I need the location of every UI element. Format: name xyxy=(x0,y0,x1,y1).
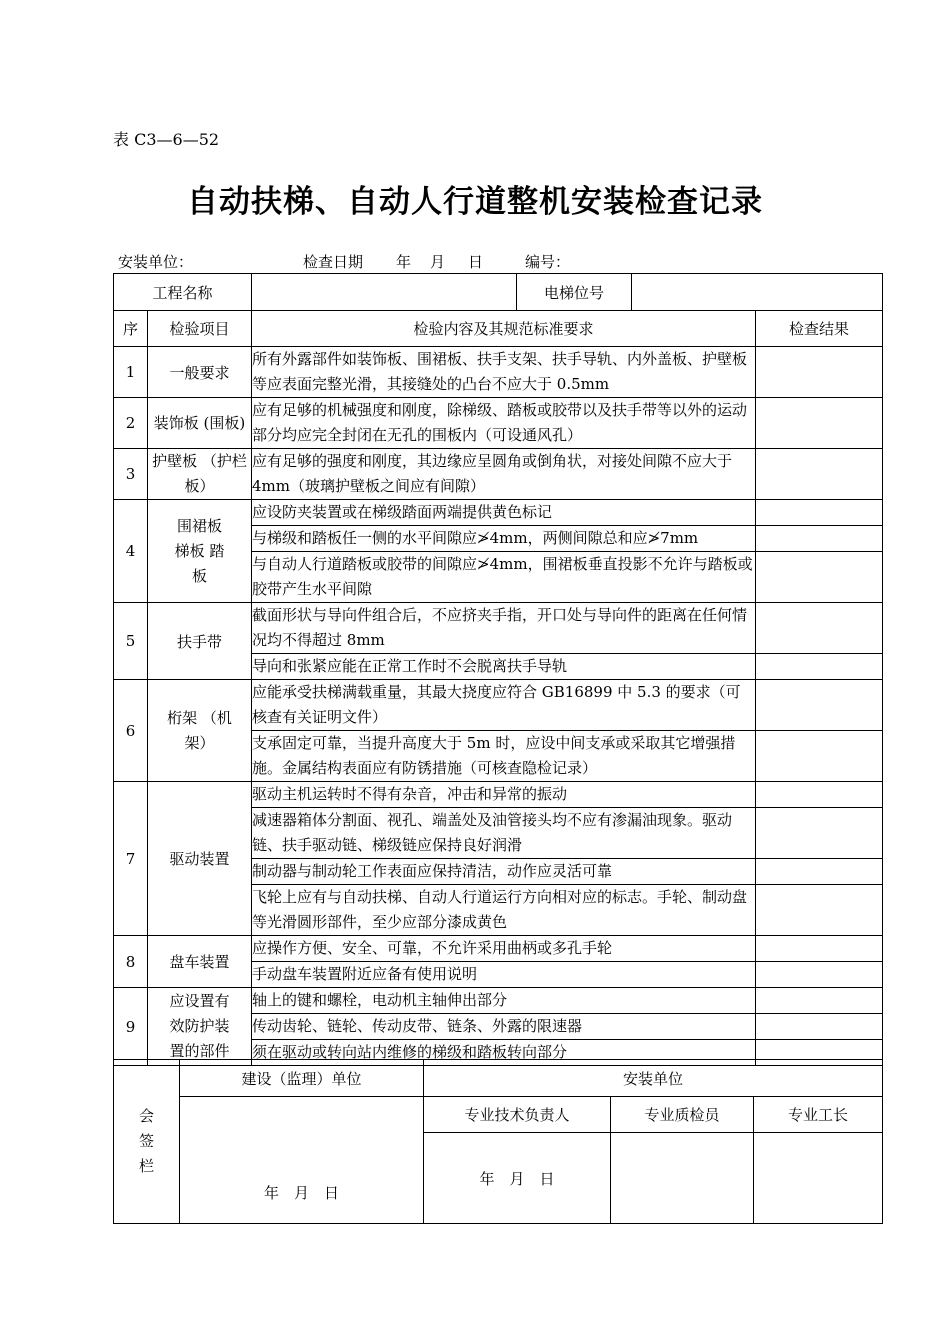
row-item: 装饰板 (围板) xyxy=(148,398,252,449)
row-seq: 8 xyxy=(114,936,148,988)
result-cell[interactable] xyxy=(756,526,883,552)
row-content: 应有足够的强度和刚度，其边缘应呈圆角或倒角状，对接处间隙不应大于 4mm（玻璃护壁板之间应有间隙） xyxy=(252,449,756,500)
result-cell[interactable] xyxy=(756,988,883,1014)
document-title: 自动扶梯、自动人行道整机安装检查记录 xyxy=(187,184,763,220)
elevator-no-label: 电梯位号 xyxy=(517,274,632,311)
row-seq: 9 xyxy=(114,988,148,1066)
table-row xyxy=(114,680,883,731)
row-content: 导向和张紧应能在正常工作时不会脱离扶手导轨 xyxy=(252,654,756,680)
table-row xyxy=(114,449,883,500)
result-cell[interactable] xyxy=(756,552,883,603)
table-row xyxy=(114,988,883,1014)
date-year-label: 年 xyxy=(396,253,412,271)
table-row xyxy=(114,398,883,449)
row-content: 支承固定可靠，当提升高度大于 5m 时，应设中间支承或采取其它增强措施。金属结构表面应有防锈措施（可核查隐检记录） xyxy=(252,731,756,782)
row-seq: 6 xyxy=(114,680,148,782)
date-day-label: 日 xyxy=(468,253,484,271)
row-content: 驱动主机运转时不得有杂音，冲击和异常的振动 xyxy=(252,782,756,808)
row-seq: 3 xyxy=(114,449,148,500)
signature-label: 会 签 栏 xyxy=(114,1060,180,1224)
row-item: 应设置有 效防护装 置的部件 xyxy=(148,988,252,1066)
result-cell[interactable] xyxy=(756,449,883,500)
row-item: 桁架 （机架） xyxy=(148,680,252,782)
result-cell[interactable] xyxy=(756,885,883,936)
signature-table xyxy=(113,1059,883,1224)
row-content: 手动盘车装置附近应备有使用说明 xyxy=(252,962,756,988)
tech-lead-signature[interactable] xyxy=(424,1133,611,1224)
result-cell[interactable] xyxy=(756,1014,883,1040)
check-date-label: 检查日期 xyxy=(303,253,364,271)
row-seq: 5 xyxy=(114,603,148,680)
table-row xyxy=(114,347,883,398)
table-row xyxy=(114,782,883,808)
row-item: 扶手带 xyxy=(148,603,252,680)
header-row xyxy=(114,311,883,347)
result-cell[interactable] xyxy=(756,500,883,526)
result-cell[interactable] xyxy=(756,936,883,962)
result-cell[interactable] xyxy=(756,731,883,782)
number-label: 编号： xyxy=(525,253,571,271)
foreman-signature[interactable] xyxy=(754,1133,883,1224)
construction-date: 年 月 日 xyxy=(263,1184,339,1202)
table-row xyxy=(114,500,883,526)
install-date: 年 月 日 xyxy=(479,1169,555,1188)
row-item: 一般要求 xyxy=(148,347,252,398)
row-content: 传动齿轮、链轮、传动皮带、链条、外露的限速器 xyxy=(252,1014,756,1040)
row-content: 应能承受扶梯满载重量，其最大挠度应符合 GB16899 中 5.3 的要求（可核查有关证明文件） xyxy=(252,680,756,731)
quality-inspector-label: 专业质检员 xyxy=(611,1097,754,1133)
row-item: 盘车装置 xyxy=(148,936,252,988)
result-cell[interactable] xyxy=(756,347,883,398)
row-content: 所有外露部件如装饰板、围裙板、扶手支架、扶手导轨、内外盖板、护壁板等应表面完整光滑，其接缝处的凸台不应大于 0.5mm xyxy=(252,347,756,398)
result-cell[interactable] xyxy=(756,782,883,808)
construction-unit-label: 建设（监理）单位 xyxy=(180,1060,424,1097)
row-content: 制动器与制动轮工作表面应保持清洁，动作应灵活可靠 xyxy=(252,859,756,885)
row-seq: 7 xyxy=(114,782,148,936)
row-content: 与梯级和踏板任一侧的水平间隙应≯4mm，两侧间隙总和应≯7mm xyxy=(252,526,756,552)
result-cell[interactable] xyxy=(756,962,883,988)
row-seq: 1 xyxy=(114,347,148,398)
row-item: 驱动装置 xyxy=(148,782,252,936)
row-seq: 2 xyxy=(114,398,148,449)
date-month-label: 月 xyxy=(430,253,446,271)
result-cell[interactable] xyxy=(756,398,883,449)
row-seq: 4 xyxy=(114,500,148,603)
project-row xyxy=(114,274,883,311)
install-unit-sign-label: 安装单位 xyxy=(424,1060,883,1097)
install-unit-label: 安装单位： xyxy=(118,253,194,271)
result-cell[interactable] xyxy=(756,808,883,859)
row-item: 围裙板 梯板 踏板 xyxy=(148,500,252,603)
seq-header: 序 xyxy=(114,311,148,347)
project-name-label: 工程名称 xyxy=(114,274,252,311)
content-header: 检验内容及其规范标准要求 xyxy=(252,311,756,347)
form-code: 表 C3—6—52 xyxy=(113,130,220,149)
result-cell[interactable] xyxy=(756,680,883,731)
item-header: 检验项目 xyxy=(148,311,252,347)
row-content: 飞轮上应有与自动扶梯、自动人行道运行方向相对应的标志。手轮、制动盘等光滑圆形部件，至少应部分漆成黄色 xyxy=(252,885,756,936)
construction-unit-signature[interactable] xyxy=(180,1097,424,1224)
result-cell[interactable] xyxy=(756,654,883,680)
row-content: 与自动人行道踏板或胶带的间隙应≯4mm，围裙板垂直投影不允许与踏板或胶带产生水平间隙 xyxy=(252,552,756,603)
result-cell[interactable] xyxy=(756,603,883,654)
quality-inspector-signature[interactable] xyxy=(611,1133,754,1224)
row-item: 护壁板 （护栏板） xyxy=(148,449,252,500)
row-content: 应操作方便、安全、可靠，不允许采用曲柄或多孔手轮 xyxy=(252,936,756,962)
foreman-label: 专业工长 xyxy=(754,1097,883,1133)
table-row xyxy=(114,936,883,962)
inspection-table xyxy=(113,273,883,1066)
result-cell[interactable] xyxy=(756,859,883,885)
row-content: 应有足够的机械强度和刚度，除梯级、踏板或胶带以及扶手带等以外的运动部分均应完全封闭在无孔的围板内（可设通风孔） xyxy=(252,398,756,449)
row-content: 应设防夹装置或在梯级踏面两端提供黄色标记 xyxy=(252,500,756,526)
project-name-value[interactable] xyxy=(252,274,517,311)
row-content: 轴上的键和螺栓，电动机主轴伸出部分 xyxy=(252,988,756,1014)
row-content: 截面形状与导向件组合后，不应挤夹手指，开口处与导向件的距离在任何情况均不得超过 8mm xyxy=(252,603,756,654)
row-content: 减速器箱体分割面、视孔、端盖处及油管接头均不应有渗漏油现象。驱动链、扶手驱动链、梯级链应保持良好润滑 xyxy=(252,808,756,859)
result-header: 检查结果 xyxy=(756,311,883,347)
row-content: 须在驱动或转向站内维修的梯级和踏板转向部分 xyxy=(252,1040,756,1066)
tech-lead-label: 专业技术负责人 xyxy=(424,1097,611,1133)
table-row xyxy=(114,603,883,654)
elevator-no-value[interactable] xyxy=(632,274,883,311)
